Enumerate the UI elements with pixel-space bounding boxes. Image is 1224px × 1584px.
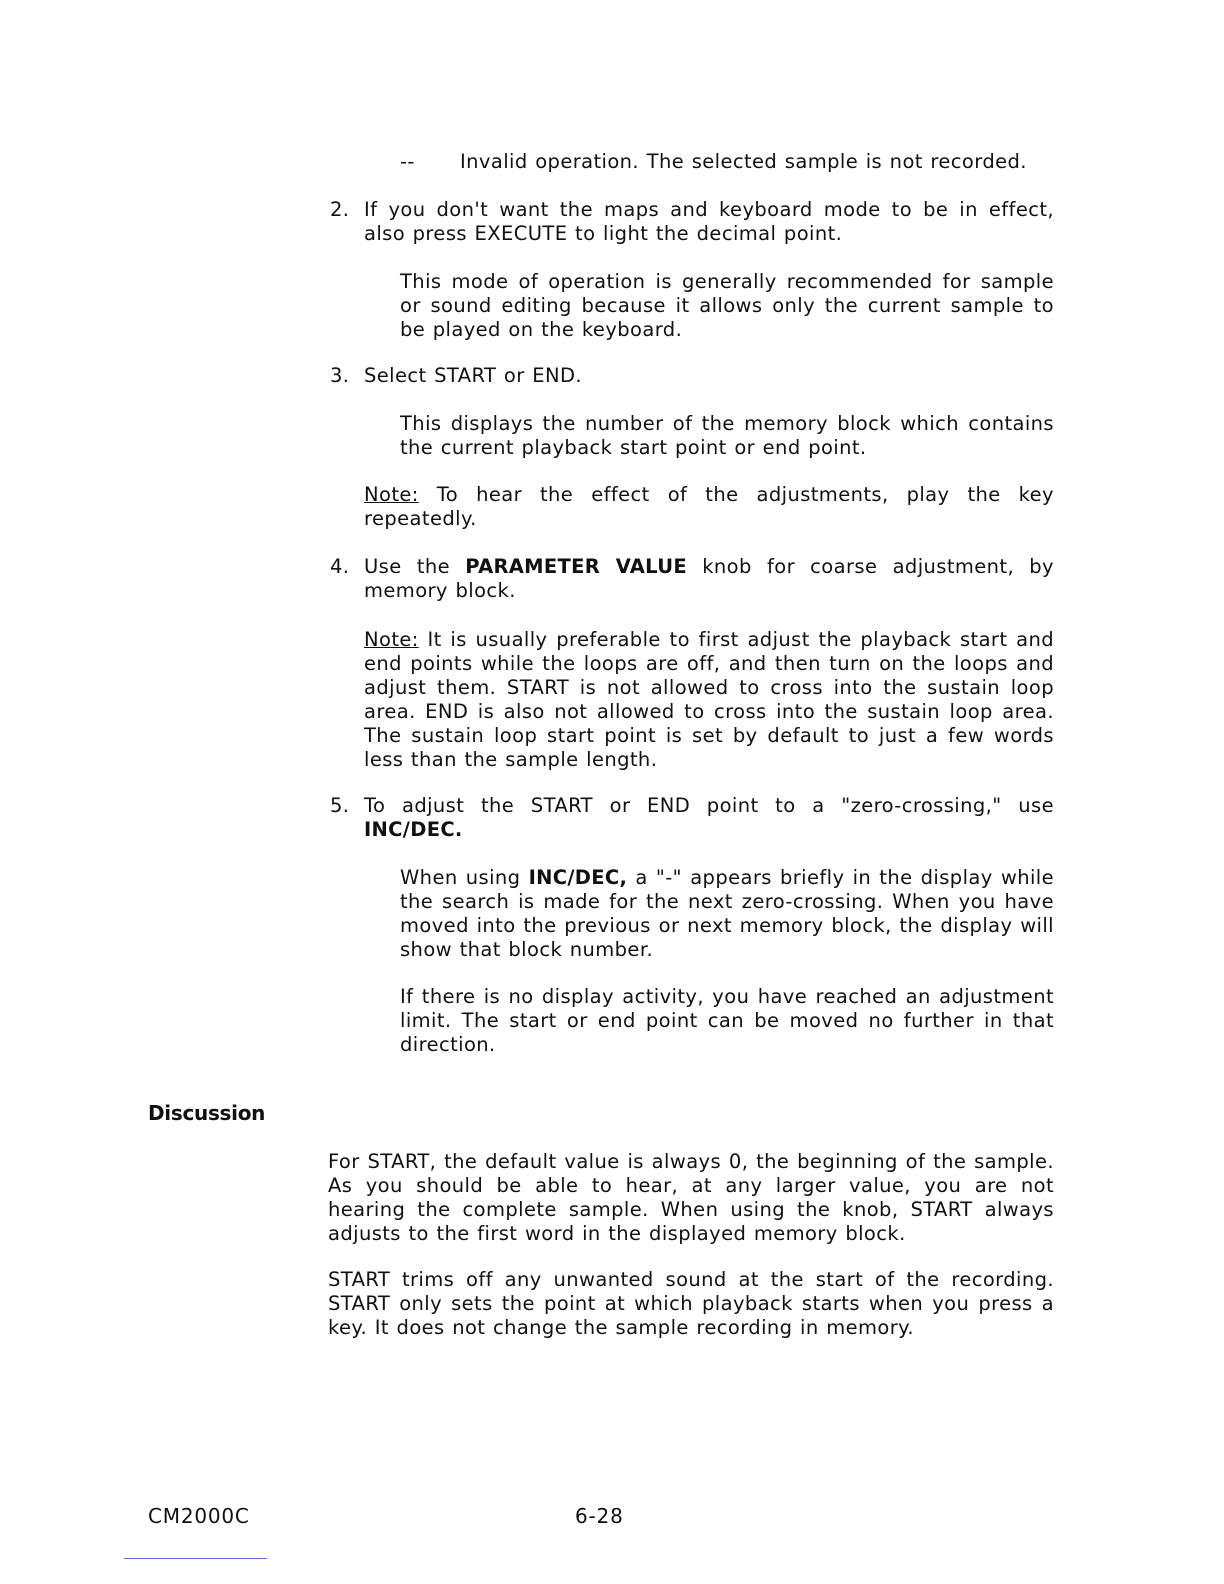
dash-marker: --: [400, 150, 415, 173]
step-3-text: Select START or END.: [364, 364, 582, 387]
step-4-pre: Use the: [364, 555, 451, 578]
note-2: [364, 628, 1054, 772]
step-3-detail: This displays the number of the memory block which contains the current playback start point or end point.: [400, 412, 1054, 459]
step-5-number: 5.: [330, 794, 350, 817]
step-4-number: 4.: [330, 555, 350, 578]
step-5-limit: If there is no display activity, you have reached an adjustment limit. The start or end point can be moved no further in that direction.: [400, 985, 1054, 1056]
step-2-detail: This mode of operation is generally recommended for sample or sound editing because it allows only the current sample to be played on the keyboard.: [400, 270, 1054, 341]
invalid-operation-text: Invalid operation. The selected sample is not recorded.: [460, 150, 1027, 173]
parameter-value-label: PARAMETER VALUE: [465, 555, 687, 578]
step-5-detail-pre: When using: [400, 866, 521, 889]
note-1-text: To hear the effect of the adjustments, play the key repeatedly.: [364, 483, 1054, 530]
step-4-post: knob for coarse adjustment, by memory block.: [364, 555, 1054, 602]
footer-rule: [124, 1558, 267, 1559]
note-2-text: It is usually preferable to first adjust the playback start and end points while the loops are off, and then turn on the loops and adjust them. START is not allowed to cross into the sustain loop area. END is also not allowed to cross into the sustain loop area. The sustain loop start point is set by default to just a few words less than the sample length.: [364, 628, 1054, 771]
note-2-label: Note:: [364, 628, 419, 651]
step-5-text: [364, 794, 1054, 842]
discussion-heading: Discussion: [148, 1101, 266, 1125]
discussion-paragraph-2: START trims off any unwanted sound at the start of the recording. START only sets the point at which playback starts when you press a key. It does not change the sample recording in memory.: [328, 1268, 1054, 1339]
note-1: [364, 483, 1054, 531]
step-4-text: [364, 555, 1054, 603]
step-5-detail-post: a "-" appears briefly in the display while the search is made for the next zero-crossing. When you have moved into the previous or next memory block, the display will show that block number.: [400, 866, 1054, 961]
step-2-text: If you don't want the maps and keyboard mode to be in effect, also press EXECUTE to light the decimal point.: [364, 198, 1054, 245]
footer-page-number: 6-28: [575, 1504, 624, 1528]
step-5-detail-bold: INC/DEC,: [528, 866, 628, 889]
step-2-number: 2.: [330, 198, 350, 221]
note-1-label: Note:: [364, 483, 419, 506]
step-5-detail: [400, 866, 1054, 962]
inc-dec-label: INC/DEC.: [364, 818, 463, 841]
footer-doc-id: CM2000C: [148, 1504, 250, 1528]
step-5-pre: To adjust the START or END point to a "zero-crossing," use: [364, 794, 1054, 817]
discussion-paragraph-1: For START, the default value is always 0, the beginning of the sample. As you should be able to hear, at any larger value, you are not hearing the complete sample. When using the knob, START always adjusts to the first word in the displayed memory block.: [328, 1150, 1054, 1245]
step-3-number: 3.: [330, 364, 350, 387]
